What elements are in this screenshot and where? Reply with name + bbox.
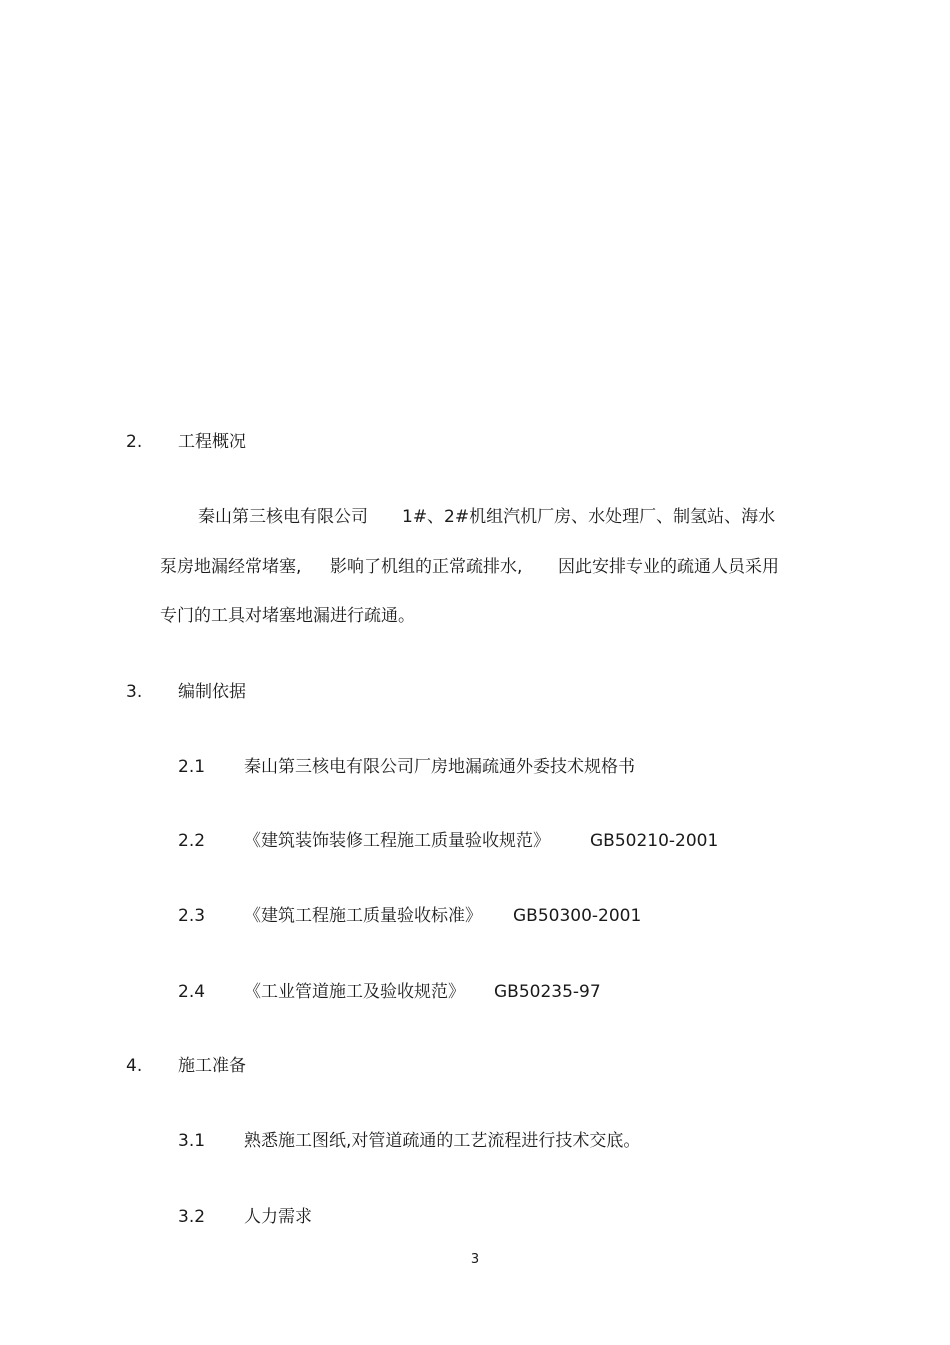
overview-line-1a: 秦山第三核电有限公司 [198,507,368,527]
preparation-item-text: 熟悉施工图纸,对管道疏通的工艺流程进行技术交底。 [244,1131,641,1151]
overview-line-2c: 因此安排专业的疏通人员采用 [558,557,779,577]
overview-line-1b: 1#、2#机组汽机厂房、水处理厂、制氢站、海水 [402,507,776,527]
basis-item-text: 《建筑装饰装修工程施工质量验收规范》 [244,831,550,851]
section-2-title: 工程概况 [178,432,246,452]
section-4-title: 施工准备 [178,1056,246,1076]
overview-line-2b: 影响了机组的正常疏排水, [330,557,523,577]
preparation-item-number: 3.1 [178,1131,206,1151]
basis-item-number: 2.2 [178,831,206,851]
preparation-item-text: 人力需求 [244,1207,312,1227]
basis-item-text: 《建筑工程施工质量验收标准》 [244,906,482,926]
basis-item-code: GB50235-97 [494,982,601,1002]
basis-item-code: GB50210-2001 [590,831,719,851]
section-3-number: 3. [126,682,143,702]
section-3-title: 编制依据 [178,682,246,702]
basis-item-text: 秦山第三核电有限公司厂房地漏疏通外委技术规格书 [244,757,635,777]
overview-line-2a: 泵房地漏经常堵塞, [160,557,302,577]
basis-item-number: 2.3 [178,906,206,926]
basis-item-text: 《工业管道施工及验收规范》 [244,982,465,1002]
basis-item-number: 2.4 [178,982,206,1002]
basis-item-code: GB50300-2001 [513,906,642,926]
section-2-number: 2. [126,432,143,452]
section-4-number: 4. [126,1056,143,1076]
basis-item-number: 2.1 [178,757,206,777]
page-number: 3 [470,1252,480,1267]
overview-line-3: 专门的工具对堵塞地漏进行疏通。 [160,606,415,626]
preparation-item-number: 3.2 [178,1207,206,1227]
